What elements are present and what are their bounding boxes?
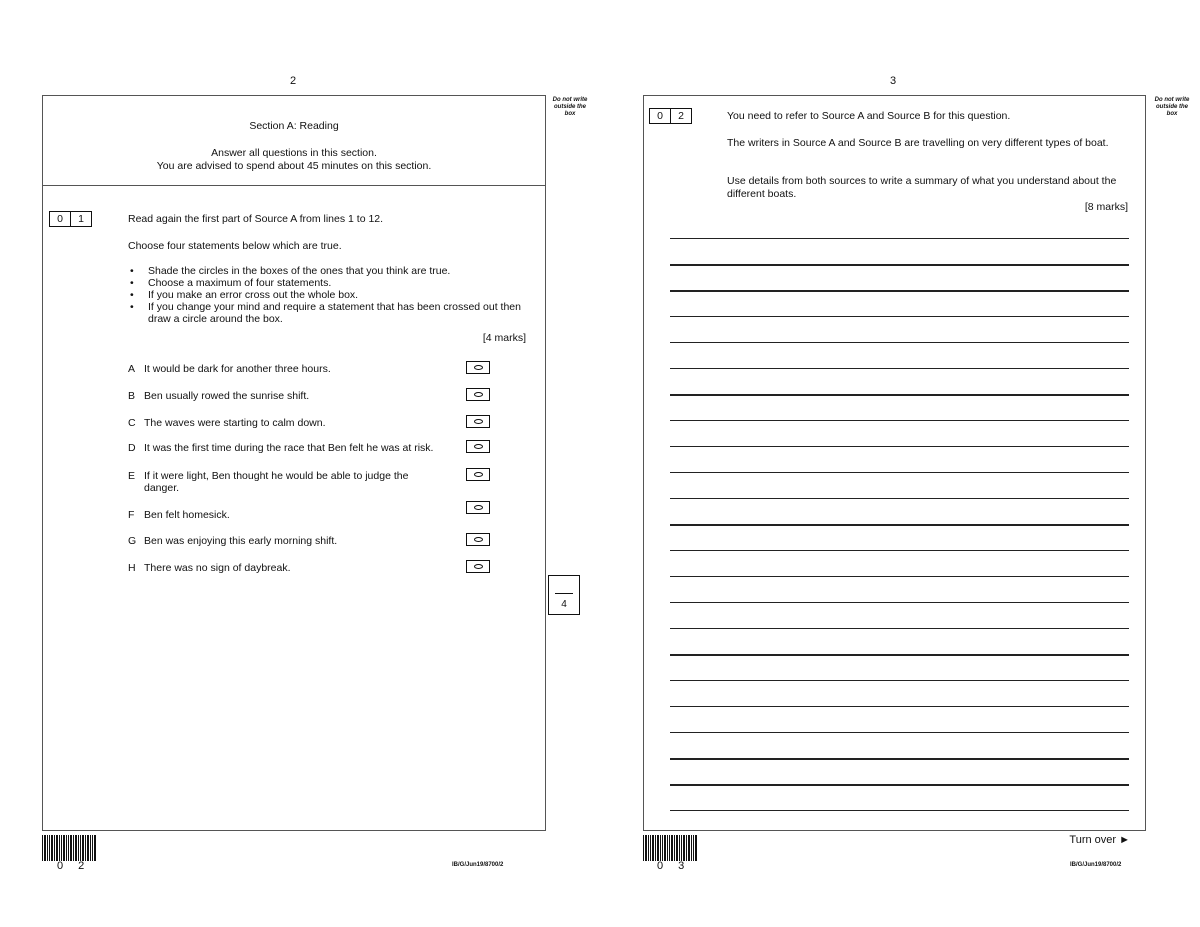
- barcode-right: [643, 835, 698, 861]
- answer-line: [670, 290, 1129, 292]
- option-g-checkbox[interactable]: [466, 533, 490, 546]
- bullet-item: • If you make an error cross out the whole box.: [128, 289, 523, 301]
- question-number-digit: 2: [670, 109, 691, 123]
- option-letter: D: [128, 442, 136, 454]
- option-h: [128, 562, 458, 574]
- answer-line: [670, 732, 1129, 733]
- side-note-left: Do not write outside the box: [552, 97, 588, 117]
- turn-over-label: Turn over ►: [1069, 834, 1130, 846]
- option-text: Ben usually rowed the sunrise shift.: [144, 390, 310, 402]
- footer-code-left: IB/G/Jun19/8700/2: [452, 862, 504, 868]
- question-1-subprompt: Choose four statements below which are true.: [128, 240, 342, 252]
- option-text: If it were light, Ben thought he would be able to judge the danger.: [144, 470, 409, 494]
- side-note-right: Do not write outside the box: [1154, 97, 1190, 117]
- question-1-marks: [4 marks]: [482, 332, 526, 344]
- option-text: The waves were starting to calm down.: [144, 417, 326, 429]
- question-number-box-01: [49, 211, 92, 227]
- answer-line: [670, 628, 1129, 629]
- question-2-para1: The writers in Source A and Source B are travelling on very different types of boat.: [727, 137, 1109, 149]
- instruction-line-1: Answer all questions in this section.: [211, 147, 377, 159]
- option-g: [128, 535, 458, 547]
- option-e-checkbox[interactable]: [466, 468, 490, 481]
- option-b: [128, 390, 458, 402]
- barcode-number-right: 0 3: [657, 860, 691, 872]
- answer-line: [670, 498, 1129, 499]
- score-divider: [555, 593, 573, 594]
- option-letter: G: [128, 535, 137, 547]
- option-c: [128, 417, 458, 429]
- footer-code-right: IB/G/Jun19/8700/2: [1070, 862, 1122, 868]
- option-text: It was the first time during the race that Ben felt he was at risk.: [144, 442, 434, 454]
- page-number-right: 3: [889, 75, 897, 87]
- section-title: Section A: Reading: [249, 120, 339, 132]
- question-2-marks: [8 marks]: [1084, 201, 1128, 213]
- answer-line: [670, 654, 1129, 656]
- option-letter: B: [128, 390, 136, 402]
- question-number-box-02: [649, 108, 692, 124]
- bullet-item: • If you change your mind and require a statement that has been crossed out then draw a circle around the box.: [128, 301, 523, 325]
- answer-line: [670, 524, 1129, 526]
- question-number-digit: 0: [57, 213, 63, 225]
- instruction-line-2: You are advised to spend about 45 minutes on this section.: [156, 160, 432, 172]
- option-letter: A: [128, 363, 136, 375]
- answer-line: [670, 810, 1129, 811]
- answer-line: [670, 446, 1129, 447]
- answer-line: [670, 316, 1129, 317]
- answer-line: [670, 602, 1129, 603]
- question-2-prompt: You need to refer to Source A and Source B for this question.: [727, 110, 1011, 122]
- bullet-item: • Shade the circles in the boxes of the ones that you think are true.: [128, 265, 523, 277]
- page-number-left: 2: [289, 75, 297, 87]
- answer-line: [670, 238, 1129, 239]
- option-e: [128, 470, 428, 494]
- bullet-item: • Choose a maximum of four statements.: [128, 277, 523, 289]
- answer-line: [670, 550, 1129, 551]
- option-text: Ben felt homesick.: [144, 509, 230, 521]
- answer-line: [670, 368, 1129, 369]
- option-a: [128, 363, 458, 375]
- option-letter: E: [128, 470, 136, 482]
- answer-line: [670, 264, 1129, 266]
- answer-line: [670, 680, 1129, 681]
- answer-line: [670, 784, 1129, 786]
- option-c-checkbox[interactable]: [466, 415, 490, 428]
- barcode-left: [42, 835, 97, 861]
- answer-line: [670, 394, 1129, 396]
- left-page-frame: [42, 95, 546, 831]
- option-h-checkbox[interactable]: [466, 560, 490, 573]
- barcode-number-left: 0 2: [57, 860, 91, 872]
- option-text: There was no sign of daybreak.: [144, 562, 291, 574]
- answer-line: [670, 472, 1129, 473]
- option-letter: C: [128, 417, 136, 429]
- answer-line: [670, 342, 1129, 343]
- answer-line: [670, 758, 1129, 760]
- question-number-digit: 0: [657, 110, 663, 122]
- option-b-checkbox[interactable]: [466, 388, 490, 401]
- option-letter: H: [128, 562, 136, 574]
- option-letter: F: [128, 509, 135, 521]
- answer-line: [670, 420, 1129, 421]
- question-number-digit: 1: [70, 212, 91, 226]
- option-d-checkbox[interactable]: [466, 440, 490, 453]
- question-2-para2: Use details from both sources to write a summary of what you understand about the different boats.: [727, 175, 1117, 200]
- instruction-bullets: [128, 265, 523, 325]
- score-value: 4: [561, 599, 567, 610]
- answer-line: [670, 576, 1129, 577]
- option-text: Ben was enjoying this early morning shift.: [144, 535, 338, 547]
- question-1-prompt: Read again the first part of Source A from lines 1 to 12.: [128, 213, 384, 225]
- option-text: It would be dark for another three hours.: [144, 363, 331, 375]
- option-d: [128, 442, 458, 454]
- option-f: [128, 509, 458, 521]
- answer-line: [670, 706, 1129, 707]
- option-f-checkbox[interactable]: [466, 501, 490, 514]
- score-box: [548, 575, 580, 615]
- option-a-checkbox[interactable]: [466, 361, 490, 374]
